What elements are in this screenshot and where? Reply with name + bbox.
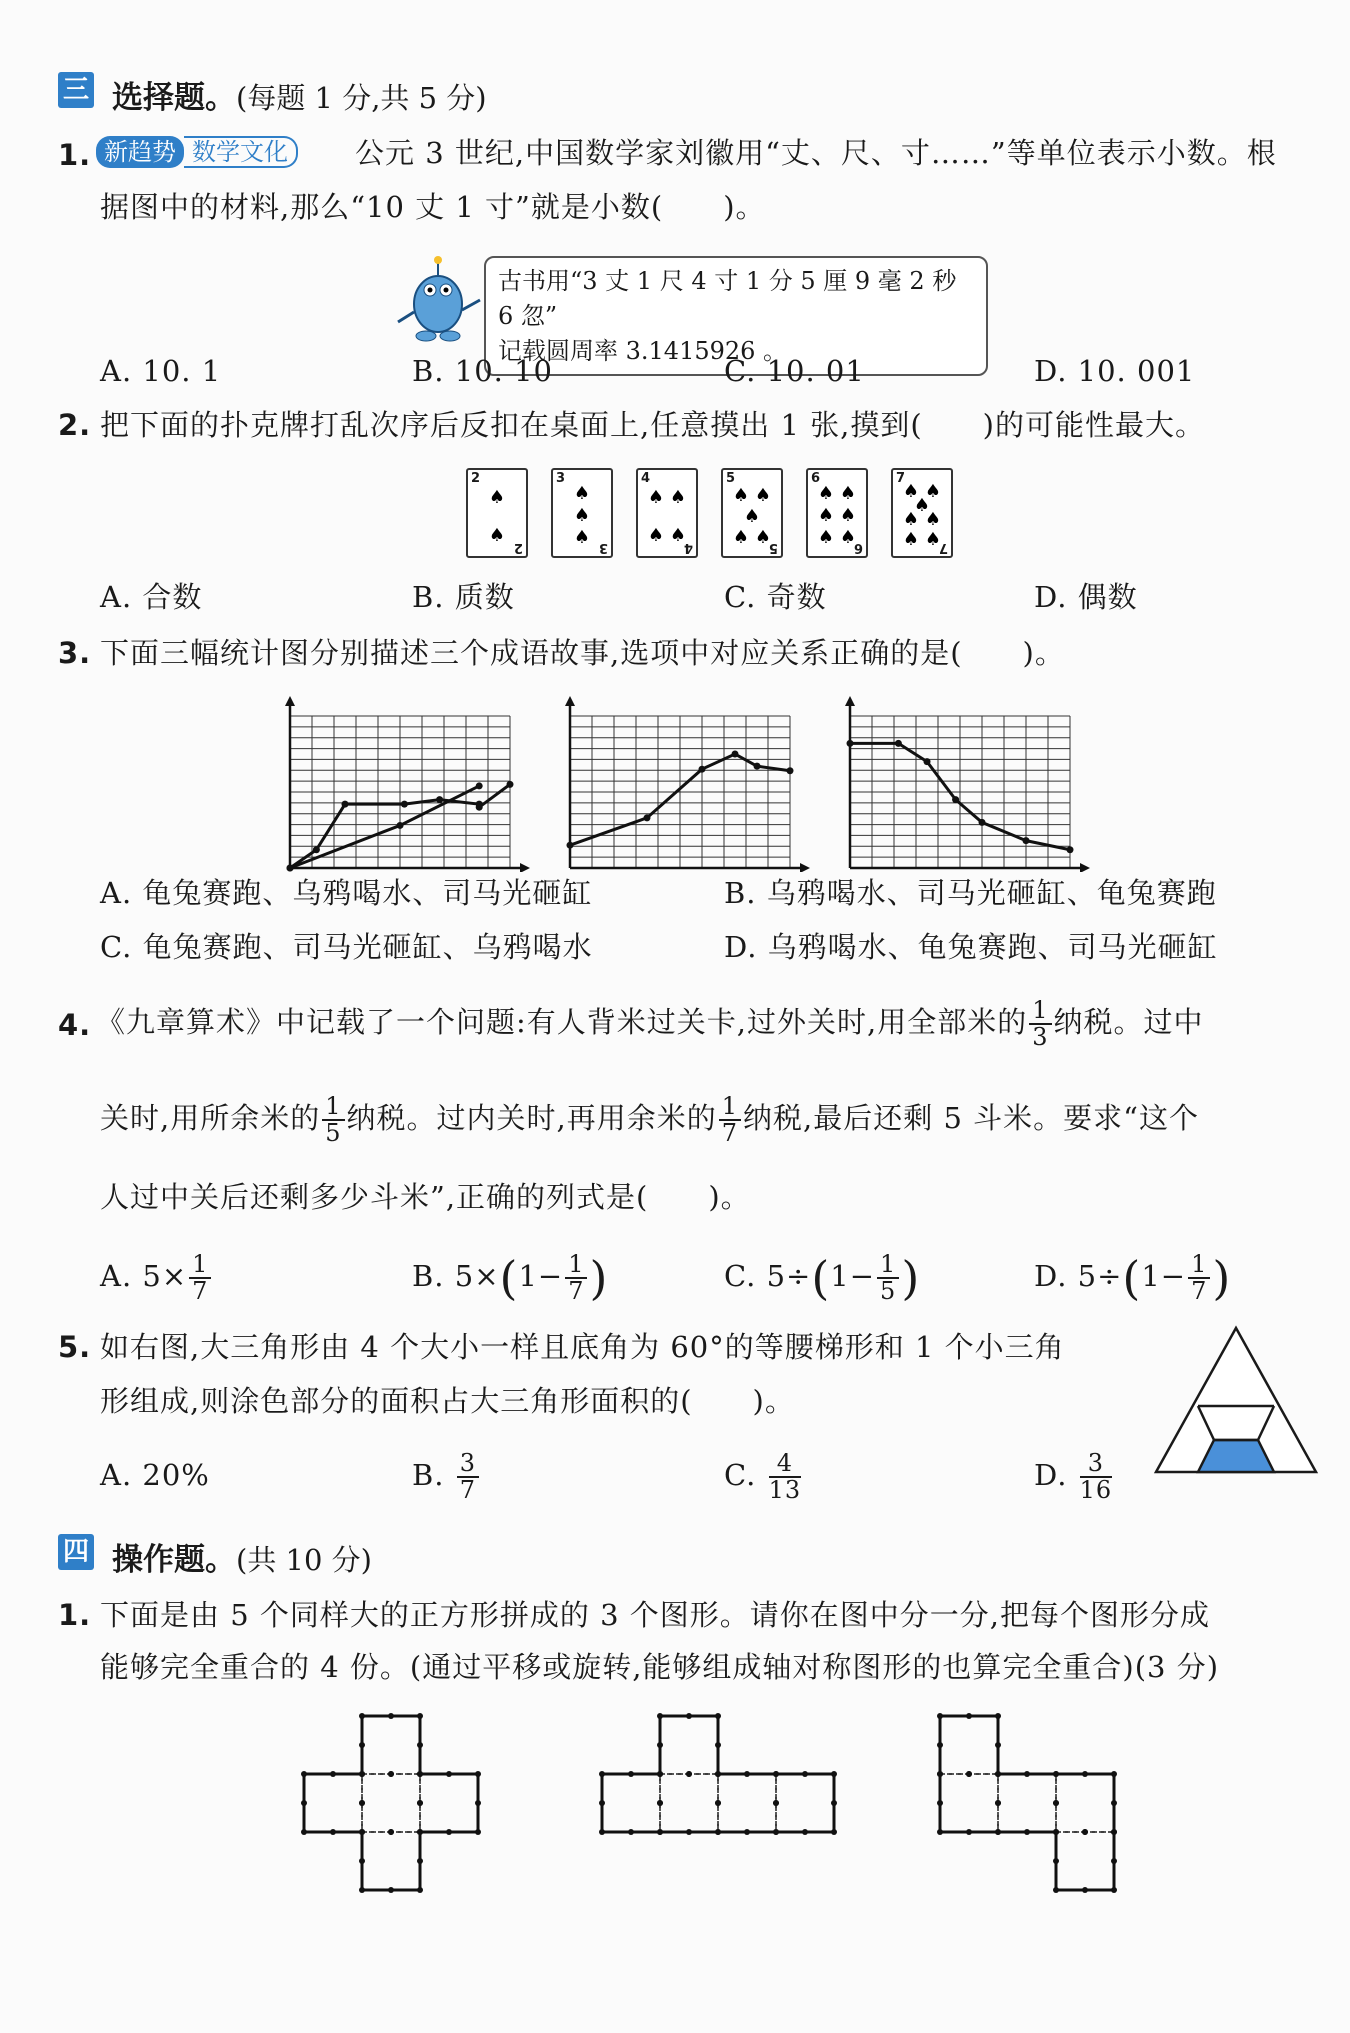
chart-2 — [565, 696, 810, 872]
numerator: 3 — [1080, 1451, 1113, 1478]
q5-number: 5. — [58, 1330, 92, 1364]
fraction-1-3 — [1029, 995, 1051, 1051]
robot-mascot-icon — [388, 252, 488, 344]
q1-option-c[interactable]: C. 10. 01 — [724, 354, 865, 388]
option-label: D. 5÷ — [1034, 1259, 1123, 1293]
spade-icon: ♠ — [573, 483, 591, 504]
fraction-1-7 — [189, 1249, 211, 1305]
q4-option-c[interactable] — [724, 1244, 920, 1310]
spade-icon: ♠ — [839, 505, 857, 526]
q4-line2b: 纳税。过内关时,再用余米的 — [346, 1101, 717, 1135]
card-rank: 2 — [513, 540, 523, 555]
op1-line2: 能够完全重合的 4 份。(通过平移或旋转,能够组成轴对称图形的也算完全重合)(3 分) — [100, 1650, 1220, 1684]
tag-math-culture: 数学文化 — [184, 136, 298, 168]
denominator: 7 — [568, 1277, 585, 1305]
poker-card — [551, 468, 613, 558]
denominator: 7 — [721, 1119, 739, 1147]
bubble-line2: 记载圆周率 3.1415926 。 — [498, 336, 788, 365]
one-minus: 1− — [830, 1259, 876, 1293]
left-paren: ( — [1122, 1251, 1142, 1305]
spade-icon: ♠ — [839, 483, 857, 504]
section-badge-4: 四 — [58, 1534, 94, 1570]
q4-line3: 人过中关后还剩多少斗米”,正确的列式是( )。 — [100, 1180, 751, 1214]
spade-icon: ♠ — [743, 506, 761, 527]
poker-card — [466, 468, 528, 558]
q2-option-c[interactable]: C. 奇数 — [724, 580, 827, 614]
q1-option-a[interactable]: A. 10. 1 — [100, 354, 222, 388]
denominator: 5 — [880, 1277, 897, 1305]
pentomino-figures — [290, 1700, 1150, 1900]
one-minus: 1− — [1141, 1259, 1187, 1293]
op1-line1: 下面是由 5 个同样大的正方形拼成的 3 个图形。请你在图中分一分,把每个图形分成 — [100, 1598, 1210, 1632]
q5-option-a[interactable]: A. 20% — [100, 1458, 210, 1492]
q4-number: 4. — [58, 1008, 92, 1042]
q1-option-b[interactable]: B. 10. 10 — [412, 354, 553, 388]
option-label: C. — [724, 1458, 757, 1492]
numerator: 4 — [769, 1451, 802, 1478]
numerator: 1 — [322, 1094, 344, 1121]
q5-option-c[interactable] — [724, 1440, 803, 1510]
option-label: A. 5× — [100, 1259, 188, 1293]
spade-icon: ♠ — [913, 495, 931, 516]
right-paren: ) — [1212, 1251, 1232, 1305]
card-rank: 5 — [726, 471, 736, 486]
spade-icon: ♠ — [669, 487, 687, 508]
numerator: 1 — [189, 1252, 211, 1279]
denominator: 3 — [1032, 1023, 1049, 1051]
q1-line2: 据图中的材料,那么“10 丈 1 寸”就是小数( )。 — [100, 190, 766, 224]
q4-line2a: 关时,用所余米的 — [100, 1101, 321, 1135]
option-label: B. 5× — [412, 1259, 500, 1293]
section-note: (每题 1 分,共 5 分) — [236, 81, 487, 115]
q3-number: 3. — [58, 636, 92, 670]
poker-card — [636, 468, 698, 558]
q1-line1: 公元 3 世纪,中国数学家刘徽用“丈、尺、寸……”等单位表示小数。根 — [355, 136, 1277, 170]
denominator: 7 — [459, 1476, 477, 1504]
fraction-1-5 — [877, 1249, 899, 1305]
q3-option-b[interactable]: B. 乌鸦喝水、司马光砸缸、龟兔赛跑 — [724, 876, 1217, 910]
denominator: 13 — [768, 1476, 802, 1504]
q2-option-b[interactable]: B. 质数 — [412, 580, 515, 614]
card-rank: 3 — [556, 471, 566, 486]
op1-number: 1. — [58, 1598, 92, 1632]
spade-icon: ♠ — [647, 525, 665, 546]
q4-line1a: 《九章算术》中记载了一个问题:有人背米过关卡,过外关时,用全部米的 — [96, 1005, 1028, 1039]
card-rank: 6 — [811, 471, 821, 486]
option-label: D. — [1034, 1458, 1068, 1492]
spade-icon: ♠ — [902, 529, 920, 550]
spade-icon: ♠ — [924, 529, 942, 550]
spade-icon: ♠ — [573, 527, 591, 548]
spade-icon: ♠ — [732, 527, 750, 548]
numerator: 3 — [457, 1451, 479, 1478]
poker-card — [806, 468, 868, 558]
fraction-4-13 — [768, 1448, 802, 1504]
section-title-text: 操作题。 — [112, 1542, 236, 1578]
left-paren: ( — [499, 1251, 519, 1305]
denominator: 16 — [1079, 1476, 1113, 1504]
q1-tag — [96, 136, 298, 168]
card-rank: 5 — [768, 540, 778, 555]
card-rank: 7 — [938, 540, 948, 555]
spade-icon: ♠ — [839, 527, 857, 548]
q3-charts — [280, 692, 1100, 872]
poker-card — [721, 468, 783, 558]
bubble-line1: 古书用“3 丈 1 尺 4 寸 1 分 5 厘 9 毫 2 秒 6 忽” — [498, 267, 957, 330]
one-minus: 1− — [518, 1259, 564, 1293]
card-rank: 3 — [598, 540, 608, 555]
spade-icon: ♠ — [573, 505, 591, 526]
q2-number: 2. — [58, 408, 92, 442]
spade-icon: ♠ — [488, 525, 506, 546]
q5-option-d[interactable] — [1034, 1440, 1114, 1510]
card-rank: 7 — [896, 471, 906, 486]
spade-icon: ♠ — [732, 485, 750, 506]
card-rank: 4 — [683, 540, 693, 555]
spade-icon: ♠ — [902, 509, 920, 530]
q4-option-a[interactable] — [100, 1244, 213, 1308]
q3-option-a[interactable]: A. 龟兔赛跑、乌鸦喝水、司马光砸缸 — [100, 876, 593, 910]
triangle-figure — [1148, 1322, 1324, 1482]
q2-text: 把下面的扑克牌打乱次序后反扣在桌面上,任意摸出 1 张,摸到( )的可能性最大。 — [100, 408, 1205, 442]
q3-option-c[interactable]: C. 龟兔赛跑、司马光砸缸、乌鸦喝水 — [100, 930, 593, 964]
spade-icon: ♠ — [817, 483, 835, 504]
q4-line2 — [100, 1088, 1199, 1148]
card-rank: 6 — [853, 540, 863, 555]
card-rank: 2 — [471, 471, 481, 486]
q4-option-d[interactable] — [1034, 1244, 1231, 1310]
q4-line1 — [96, 992, 1204, 1052]
section-title-text: 选择题。 — [112, 80, 236, 116]
fraction-1-7 — [565, 1249, 587, 1305]
chart-1 — [285, 696, 530, 872]
denominator: 7 — [192, 1277, 209, 1305]
spade-icon: ♠ — [924, 509, 942, 530]
chart-3 — [845, 696, 1090, 872]
spade-icon: ♠ — [902, 481, 920, 502]
option-label: C. 5÷ — [724, 1259, 812, 1293]
spade-icon: ♠ — [488, 487, 506, 508]
spade-icon: ♠ — [817, 505, 835, 526]
q4-option-b[interactable] — [412, 1244, 608, 1310]
q5-option-b[interactable] — [412, 1440, 481, 1510]
numerator: 1 — [1029, 998, 1051, 1025]
fraction-1-7 — [1188, 1249, 1210, 1305]
q4-line2c: 纳税,最后还剩 5 斗米。要求“这个 — [743, 1101, 1199, 1135]
numerator: 1 — [877, 1252, 899, 1279]
tag-new-trend: 新趋势 — [96, 136, 184, 168]
q5-line2: 形组成,则涂色部分的面积占大三角形面积的( )。 — [100, 1384, 795, 1418]
spade-icon: ♠ — [754, 485, 772, 506]
left-paren: ( — [811, 1251, 831, 1305]
q3-option-d[interactable]: D. 乌鸦喝水、龟兔赛跑、司马光砸缸 — [724, 930, 1218, 964]
section-badge-3: 三 — [58, 72, 94, 108]
q3-text: 下面三幅统计图分别描述三个成语故事,选项中对应关系正确的是( )。 — [100, 636, 1065, 670]
spade-icon: ♠ — [817, 527, 835, 548]
poker-card — [891, 468, 953, 558]
spade-icon: ♠ — [924, 481, 942, 502]
denominator: 7 — [1191, 1277, 1208, 1305]
fraction-3-7 — [457, 1448, 479, 1504]
denominator: 5 — [325, 1119, 342, 1147]
q5-line1: 如右图,大三角形由 4 个大小一样且底角为 60°的等腰梯形和 1 个小三角 — [100, 1330, 1065, 1364]
q1-number: 1. — [58, 138, 92, 172]
card-rank: 4 — [641, 471, 651, 486]
q2-option-d[interactable]: D. 偶数 — [1034, 580, 1138, 614]
numerator: 1 — [719, 1094, 741, 1121]
right-paren: ) — [589, 1251, 609, 1305]
section-title-3 — [112, 72, 487, 117]
fraction-1-5 — [322, 1091, 344, 1147]
spade-icon: ♠ — [754, 527, 772, 548]
q1-option-d[interactable]: D. 10. 001 — [1034, 354, 1196, 388]
numerator: 1 — [565, 1252, 587, 1279]
section-note: (共 10 分) — [236, 1543, 372, 1577]
option-label: B. — [412, 1458, 445, 1492]
fraction-3-16 — [1079, 1448, 1113, 1504]
numerator: 1 — [1188, 1252, 1210, 1279]
right-paren: ) — [901, 1251, 921, 1305]
spade-icon: ♠ — [669, 525, 687, 546]
fraction-1-7 — [719, 1091, 741, 1147]
q4-line1b: 纳税。过中 — [1053, 1005, 1204, 1039]
q2-option-a[interactable]: A. 合数 — [100, 580, 203, 614]
section-title-4 — [112, 1534, 372, 1579]
spade-icon: ♠ — [647, 487, 665, 508]
